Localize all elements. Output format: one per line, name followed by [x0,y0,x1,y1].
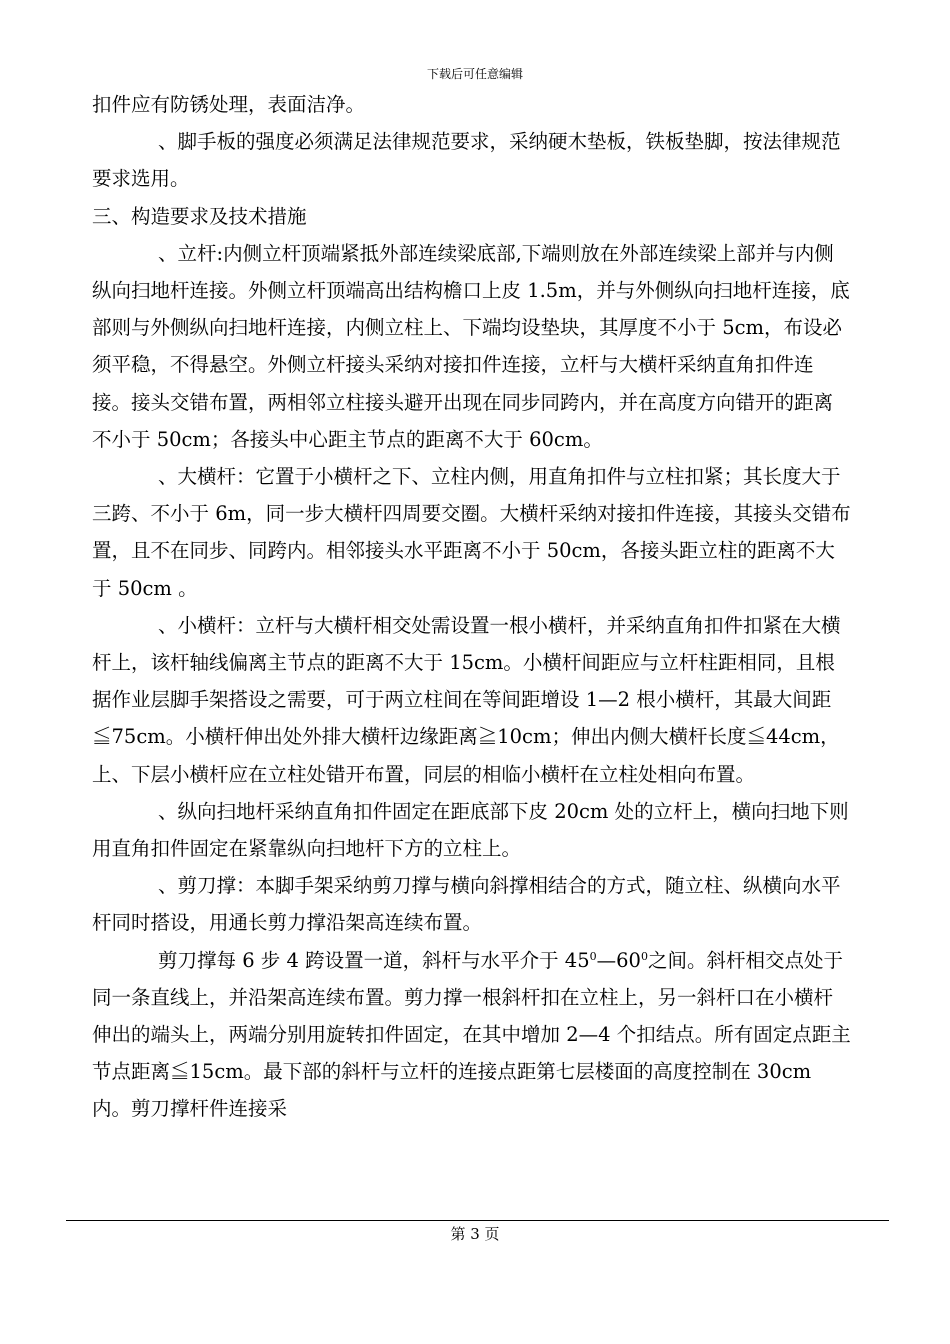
paragraph: 、小横杆：立杆与大横杆相交处需设置一根小横杆，并采纳直角扣件扣紧在大横杆上，该杆轴线偏离主节点的距离不大于 15cm。小横杆间距应与立杆柱距相同，且根据作业层脚手架搭设之需要，可于两立柱间在等间距增设 1—2 根小横杆，其最大间距≦75cm。小横杆伸出处外排大横杆边缘距离≧10cm；伸出内侧大横杆长度≦44cm，上、下层小横杆应在立柱处错开布置，同层的相临小横杆在立柱处相向布置。 [92,613,841,786]
page-header: 下载后可任意编辑 [426,67,523,81]
paragraph: 、脚手板的强度必须满足法律规范要求，采纳硬木垫板，铁板垫脚，按法律规范要求选用。 [92,130,841,191]
section-heading: 三、构造要求及技术措施 [92,204,307,228]
paragraph-text: —60 [596,948,641,972]
paragraph: 、大横杆：它置于小横杆之下、立柱内侧，用直角扣件与立柱扣紧；其长度大于三跨、不小于 6m，同一步大横杆四周要交圈。大横杆采纳对接扣件连接，其接头交错布置，且不在同步、同跨内。相邻接头水平距离不小于 50cm，各接头距立柱的距离不大于 50cm 。 [92,465,851,600]
paragraph: 、立杆:内侧立杆顶端紧抵外部连续梁底部,下端则放在外部连续梁上部并与内侧纵向扫地杆连接。外侧立杆顶端高出结构檐口上皮 1.5m，并与外侧纵向扫地杆连接，底部则与外侧纵向扫地杆连接，内侧立柱上、下端均设垫块，其厚度不小于 5cm，布设必须平稳，不得悬空。外侧立杆接头采纳对接扣件连接，立杆与大横杆采纳直角扣件连接。接头交错布置，两相邻立柱接头避开出现在同步同跨内，并在高度方向错开的距离不小于 50cm；各接头中心距主节点的距离不大于 60cm。 [92,241,850,451]
superscript: 0 [589,949,597,963]
page-number: 第 3 页 [450,1225,500,1243]
footer-divider [66,1220,889,1221]
document-body [92,86,852,1128]
paragraph [92,942,852,1128]
paragraph: 、剪刀撑：本脚手架采纳剪刀撑与横向斜撑相结合的方式，随立柱、纵横向水平杆同时搭设，用通长剪力撑沿架高连续布置。 [92,874,841,935]
paragraph: 、纵向扫地杆采纳直角扣件固定在距底部下皮 20cm 处的立杆上，横向扫地下则用直角扣件固定在紧靠纵向扫地杆下方的立柱上。 [92,799,849,861]
paragraph-text: 之间。斜杆相交点处于同一条直线上，并沿架高连续布置。剪力撑一根斜杆扣在立柱上，另一斜杆口在小横杆伸出的端头上，两端分别用旋转扣件固定，在其中增加 2—4 个扣结点。所有固定点距主节点距离≦15cm。最下部的斜杆与立杆的连接点距第七层楼面的高度控制在 30cm 内。剪刀撑杆件连接采 [92,948,851,1121]
paragraph-text: 剪刀撑每 6 步 4 跨设置一道，斜杆与水平介于 45 [158,948,590,972]
paragraph: 扣件应有防锈处理，表面洁净。 [92,93,366,116]
superscript: 0 [640,949,648,963]
